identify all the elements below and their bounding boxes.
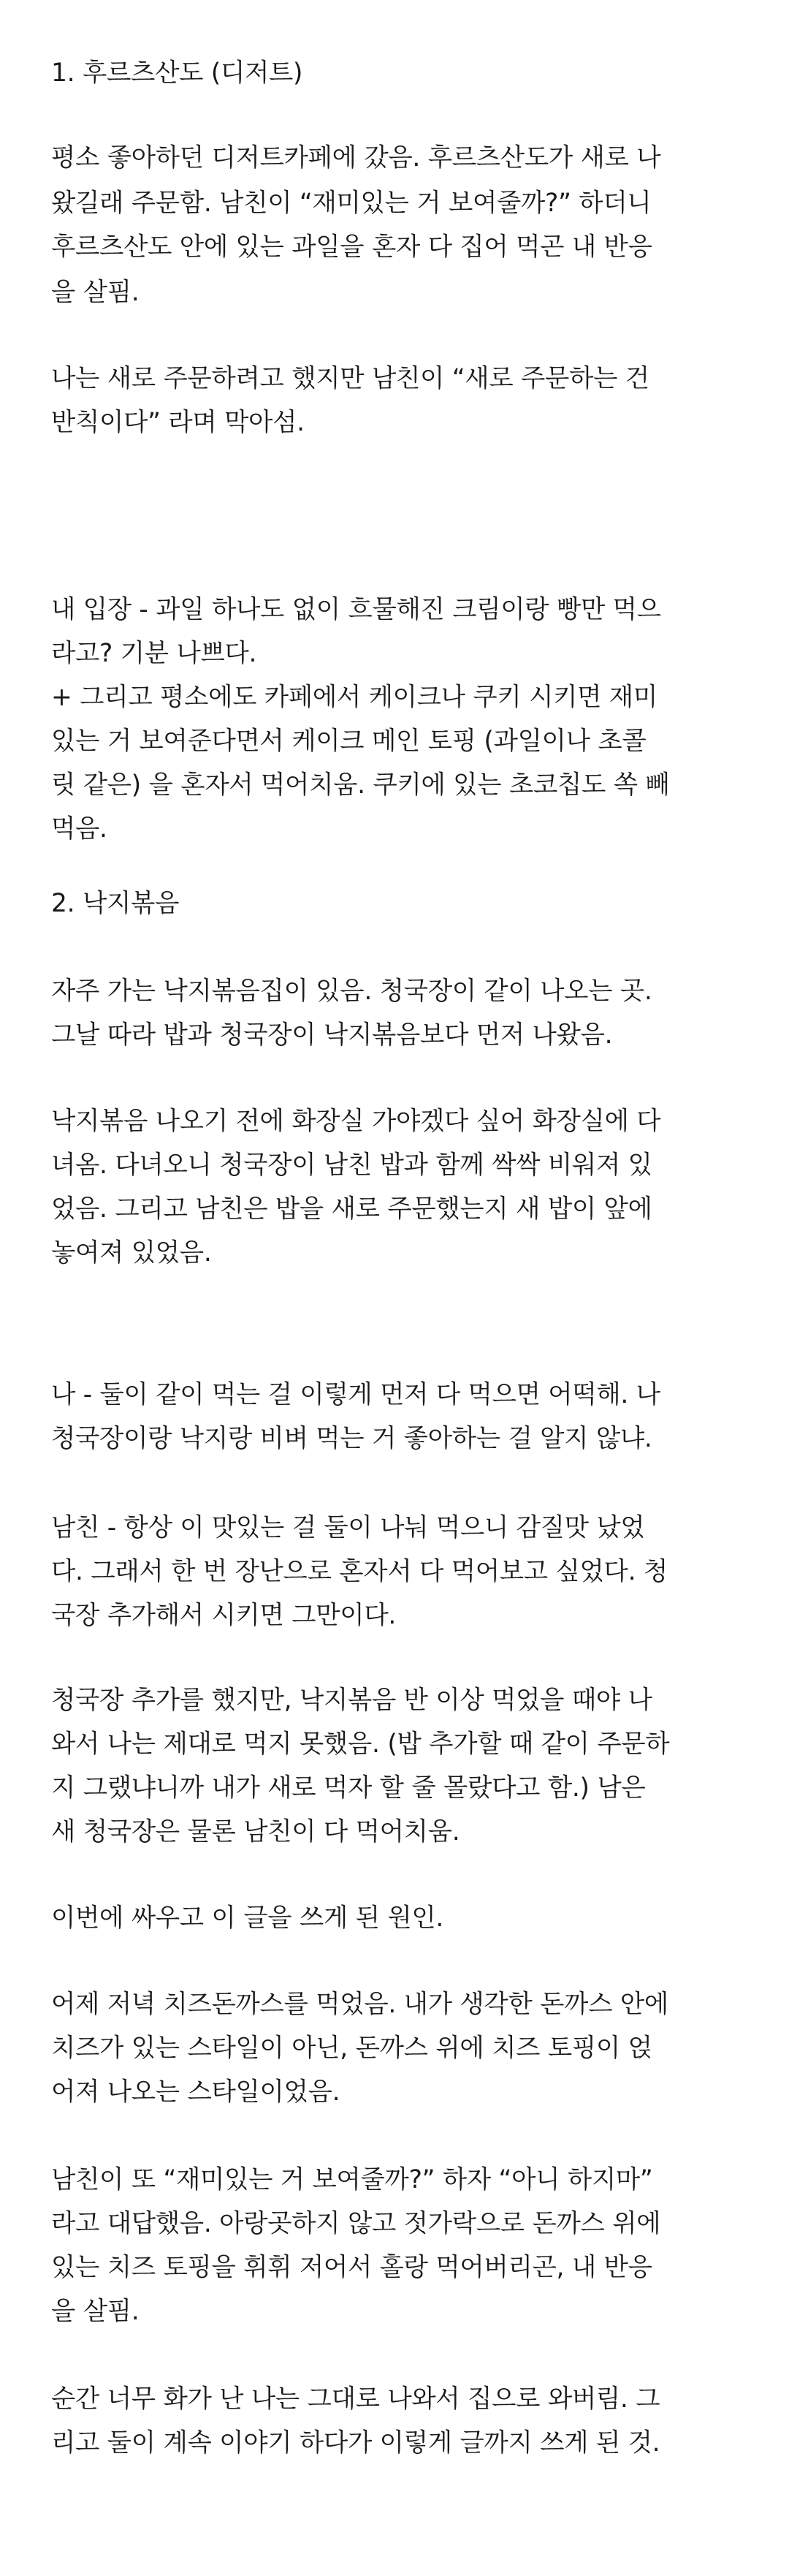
text-line: 녀옴. 다녀오니 청국장이 남친 밥과 함께 싹싹 비워져 있 (51, 1151, 652, 1180)
text-line: 있는 거 보여준다면서 케이크 메인 토핑 (과일이나 초콜 (51, 727, 647, 756)
text-line: 그날 따라 밥과 청국장이 낙지볶음보다 먼저 나왔음. (51, 1020, 613, 1050)
text-line: 이번에 싸우고 이 글을 쓰게 된 원인. (51, 1903, 444, 1933)
text-line: 새 청국장은 물론 남친이 다 먹어치움. (51, 1817, 460, 1846)
text-line: 을 살핌. (51, 278, 140, 307)
text-line: 왔길래 주문함. 남친이 “재미있는 거 보여줄까?” 하더니 (51, 189, 652, 218)
text-line: 놓여져 있었음. (51, 1238, 212, 1268)
text-line: 국장 추가해서 시키면 그만이다. (51, 1601, 397, 1630)
text-line: 반칙이다” 라며 막아섬. (51, 408, 305, 437)
text-line: 내 입장 - 과일 하나도 없이 흐물해진 크림이랑 빵만 먹으 (51, 595, 661, 624)
text-line: 자주 가는 낙지볶음집이 있음. 청국장이 같이 나오는 곳. (51, 977, 652, 1006)
text-line: 남친 - 항상 이 맛있는 걸 둘이 나눠 먹으니 감질맛 났었 (51, 1513, 645, 1542)
text-line: 청국장 추가를 했지만, 낙지볶음 반 이상 먹었을 때야 나 (51, 1686, 652, 1715)
text-line: + 그리고 평소에도 카페에서 케이크나 쿠키 시키면 재미 (51, 683, 658, 712)
text-line: 낙지볶음 나오기 전에 화장실 가야겠다 싶어 화장실에 다 (51, 1107, 661, 1136)
text-line: 지 그랬냐니까 내가 새로 먹자 할 줄 몰랐다고 함.) 남은 (51, 1773, 646, 1803)
text-line: 나는 새로 주문하려고 했지만 남친이 “새로 주문하는 건 (51, 364, 649, 393)
text-line: 어제 저녁 치즈돈까스를 먹었음. 내가 생각한 돈까스 안에 (51, 1990, 668, 2019)
text-line: 어져 나오는 스타일이었음. (51, 2077, 340, 2107)
text-line: 순간 너무 화가 난 나는 그대로 나와서 집으로 와버림. 그 (51, 2384, 660, 2414)
text-line: 리고 둘이 계속 이야기 하다가 이렇게 글까지 쓰게 된 것. (51, 2428, 660, 2458)
text-line: 나 - 둘이 같이 먹는 걸 이렇게 먼저 다 먹으면 어떡해. 나 (51, 1380, 660, 1409)
text-line: 와서 나는 제대로 먹지 못했음. (밥 추가할 때 같이 주문하 (51, 1730, 670, 1759)
text-line: 후르츠산도 안에 있는 과일을 혼자 다 집어 먹곤 내 반응 (51, 232, 652, 262)
text-line: 라고 대답했음. 아랑곳하지 않고 젓가락으로 돈까스 위에 (51, 2209, 661, 2238)
section-heading: 2. 낙지볶음 (51, 889, 180, 918)
text-line: 었음. 그리고 남친은 밥을 새로 주문했는지 새 밥이 앞에 (51, 1194, 652, 1224)
text-line: 평소 좋아하던 디저트카페에 갔음. 후르츠산도가 새로 나 (51, 143, 661, 173)
text-line: 릿 같은) 을 혼자서 먹어치움. 쿠키에 있는 초코칩도 쏙 빼 (51, 770, 670, 800)
text-line: 청국장이랑 낙지랑 비벼 먹는 거 좋아하는 걸 알지 않냐. (51, 1424, 652, 1453)
text-line: 다. 그래서 한 번 장난으로 혼자서 다 먹어보고 싶었다. 청 (51, 1557, 668, 1586)
text-line: 치즈가 있는 스타일이 아닌, 돈까스 위에 치즈 토핑이 얹 (51, 2034, 652, 2063)
text-line: 있는 치즈 토핑을 휘휘 저어서 홀랑 먹어버리곤, 내 반응 (51, 2253, 652, 2282)
text-line: 남친이 또 “재미있는 거 보여줄까?” 하자 “아니 하지마” (51, 2165, 653, 2194)
section-heading: 1. 후르츠산도 (디저트) (51, 58, 303, 88)
text-line: 먹음. (51, 814, 107, 844)
text-line: 라고? 기분 나쁘다. (51, 639, 257, 668)
text-line: 을 살핌. (51, 2297, 140, 2326)
